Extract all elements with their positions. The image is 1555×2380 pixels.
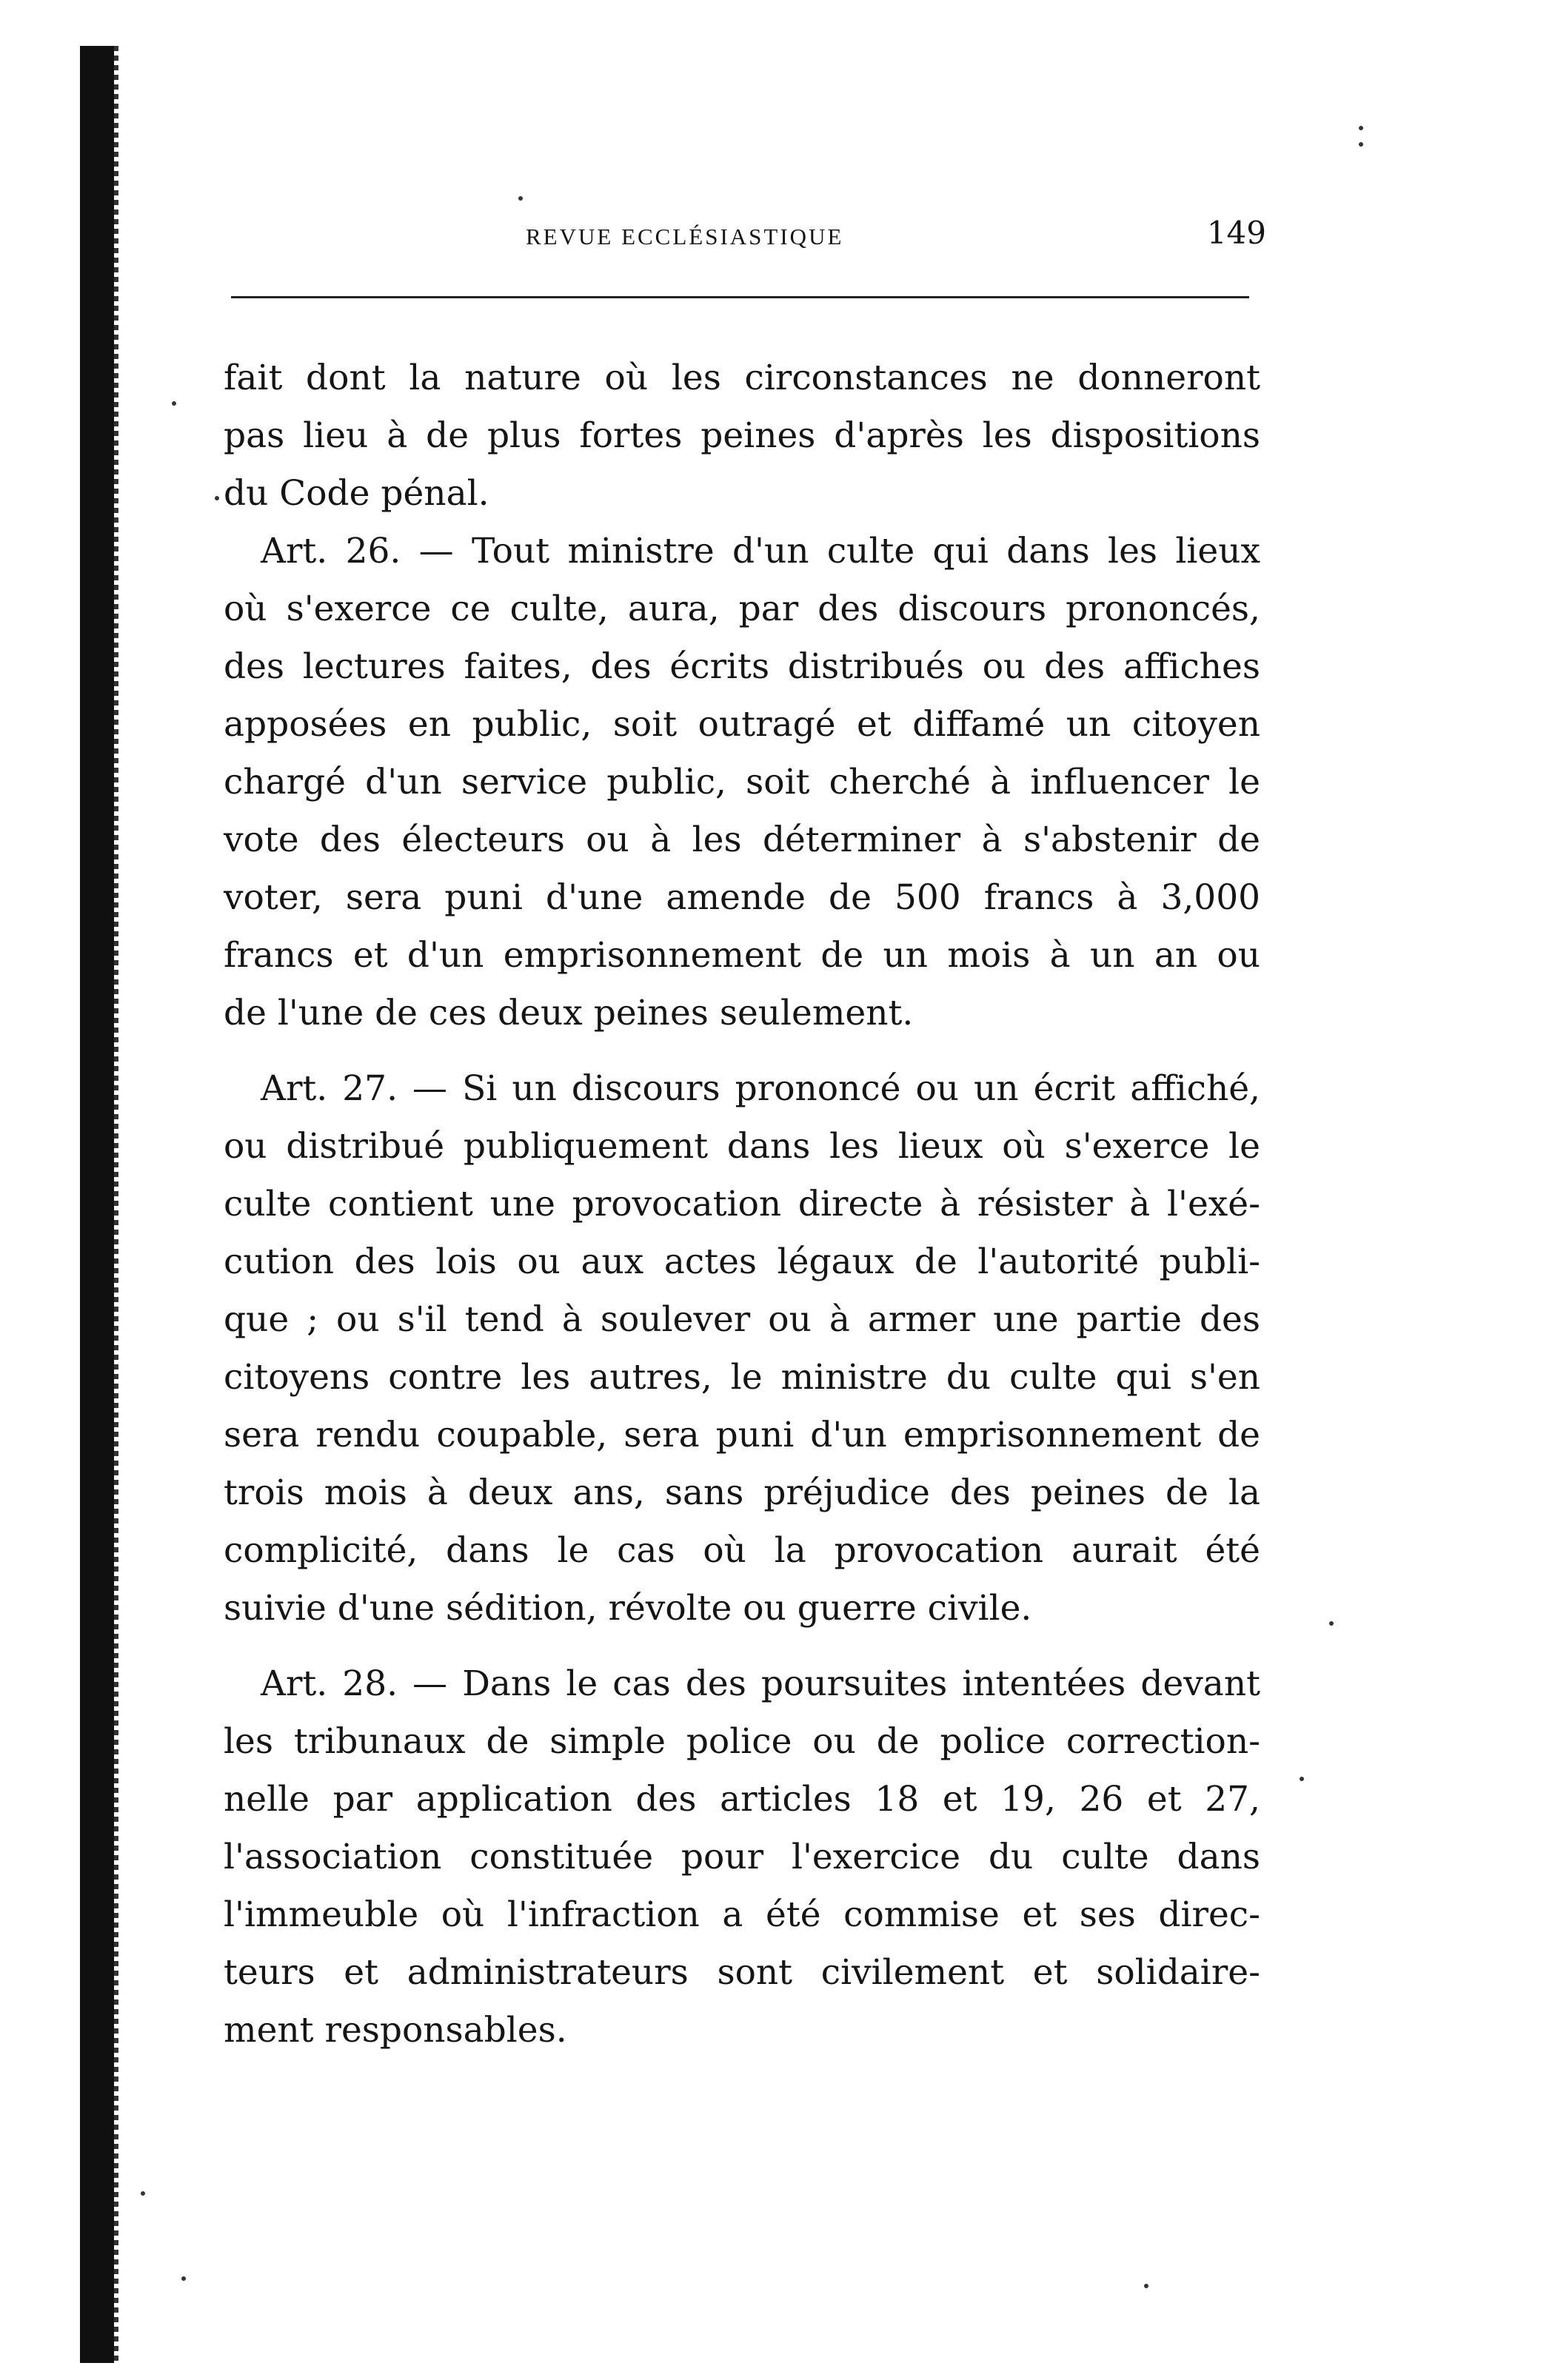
scan-speck (1359, 126, 1363, 130)
text-line: vote des électeurs ou à les déterminer à s'abstenir de (224, 819, 1260, 860)
paragraph-article-27 (224, 1060, 1260, 1637)
text-line: l'association constituée pour l'exercice du culte dans (224, 1837, 1260, 1877)
text-line: les tribunaux de simple police ou de police correction- (224, 1721, 1260, 1762)
text-line: l'immeuble où l'infraction a été commise et ses direc- (224, 1894, 1260, 1935)
text-line: suivie d'une sédition, révolte ou guerre civile. (224, 1588, 1032, 1629)
scan-speck (141, 2191, 145, 2196)
text-line: ment responsables. (224, 2010, 567, 2051)
text-line: du Code pénal. (224, 473, 489, 514)
text-line: apposées en public, soit outragé et diffamé un citoyen (224, 704, 1260, 745)
text-line: Art. 28. — Dans le cas des poursuites intentées devant (261, 1663, 1260, 1704)
text-line: cution des lois ou aux actes légaux de l'autorité publi- (224, 1241, 1260, 1282)
text-line: Art. 27. — Si un discours prononcé ou un écrit affiché, (261, 1068, 1260, 1109)
scan-speck (215, 496, 219, 500)
text-line: teurs et administrateurs sont civilement et solidaire- (224, 1952, 1260, 1993)
scan-speck (172, 401, 176, 406)
text-line: pas lieu à de plus fortes peines d'après les dispositions (224, 415, 1260, 456)
text-line: de l'une de ces deux peines seulement. (224, 993, 914, 1033)
text-line: sera rendu coupable, sera puni d'un emprisonnement de (224, 1415, 1260, 1455)
scan-speck (1144, 2284, 1148, 2288)
text-line: où s'exerce ce culte, aura, par des discours prononcés, (224, 589, 1260, 629)
scan-speck (1300, 1777, 1304, 1781)
scan-speck (181, 2276, 186, 2281)
text-line: fait dont la nature où les circonstances ne donneront (224, 358, 1260, 398)
paragraph-article-28 (224, 1655, 1260, 2059)
scan-speck (518, 196, 523, 201)
text-line: complicité, dans le cas où la provocation aurait été (224, 1530, 1260, 1571)
text-line: trois mois à deux ans, sans préjudice des peines de la (224, 1472, 1260, 1513)
journal-title: REVUE ECCLÉSIASTIQUE (526, 224, 844, 249)
text-line: voter, sera puni d'une amende de 500 francs à 3,000 (224, 877, 1260, 918)
text-line: Art. 26. — Tout ministre d'un culte qui dans les lieux (261, 531, 1260, 571)
text-line: francs et d'un emprisonnement de un mois à un an ou (224, 935, 1260, 976)
paragraph-article-26 (224, 523, 1260, 1042)
running-head (222, 215, 1266, 259)
body-text (224, 349, 1260, 2059)
text-line: citoyens contre les autres, le ministre du culte qui s'en (224, 1357, 1260, 1398)
text-line: que ; ou s'il tend à soulever ou à armer une partie des (224, 1299, 1260, 1340)
page-number: 149 (1206, 215, 1266, 251)
scan-speck (1359, 142, 1363, 147)
header-rule (231, 296, 1249, 298)
paragraph-continuation (224, 349, 1260, 523)
text-line: culte contient une provocation directe à résister à l'exé- (224, 1184, 1260, 1224)
text-line: des lectures faites, des écrits distribués ou des affiches (224, 646, 1260, 687)
text-line: nelle par application des articles 18 et 19, 26 et 27, (224, 1779, 1260, 1820)
scan-speck (1329, 1621, 1334, 1626)
text-line: chargé d'un service public, soit cherché à influencer le (224, 762, 1260, 802)
page-binding-edge (80, 46, 114, 2363)
text-line: ou distribué publiquement dans les lieux où s'exerce le (224, 1126, 1260, 1167)
